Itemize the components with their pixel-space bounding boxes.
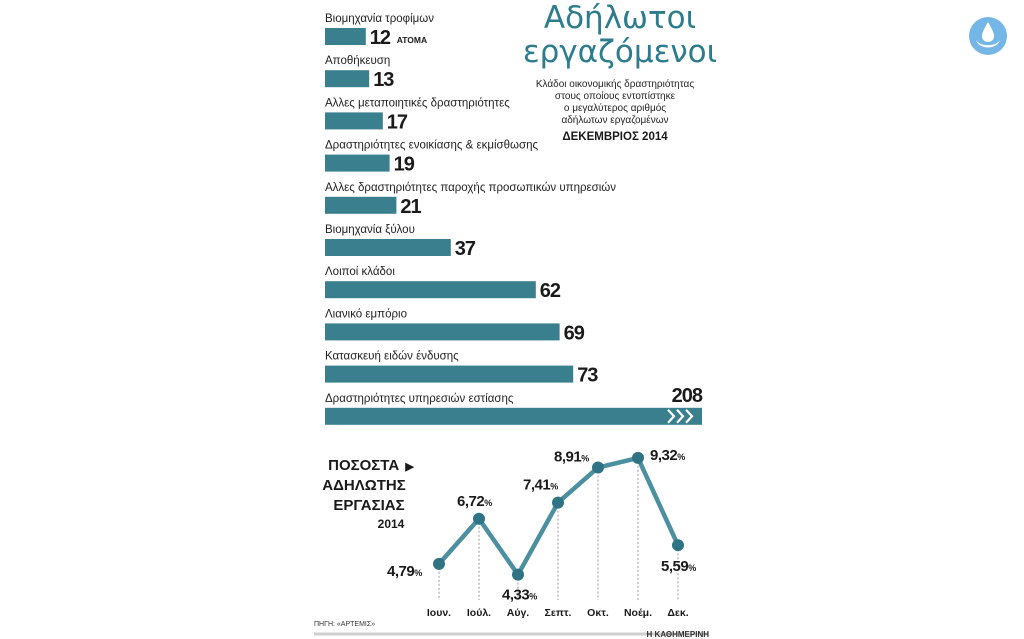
x-tick-label: Αύγ. [506, 607, 530, 619]
point-value-label: 5,59% [661, 558, 696, 576]
line-point [672, 539, 684, 551]
x-tick-label: Δεκ. [667, 607, 689, 619]
bar [325, 366, 573, 383]
bar [325, 155, 390, 172]
point-value-unit: % [688, 563, 696, 574]
point-value-unit: % [677, 451, 685, 462]
point-value-label: 9,32% [650, 446, 685, 464]
bar [325, 239, 451, 256]
bar [325, 70, 369, 87]
footer [314, 621, 709, 639]
bar-category-label: Αλλες μεταποιητικές δραστηριότητες [325, 97, 510, 110]
bar-category-label: Λοιποί κλάδοι [325, 266, 395, 279]
bar [325, 28, 366, 45]
bar-category-label: Δραστηριότητες ενοικίασης & εκμίσθωσης [325, 139, 539, 152]
x-tick-label: Ιούλ. [466, 607, 492, 619]
line-title-2: ΑΔΗΛΩΤΗΣ [322, 477, 406, 494]
line-point [632, 452, 644, 464]
point-value-label: 6,72% [457, 492, 492, 510]
line-title-3: ΕΡΓΑΣΙΑΣ [333, 497, 405, 514]
point-value-unit: % [529, 591, 537, 602]
line-chart [387, 447, 696, 619]
line-point [592, 462, 604, 474]
line-year: 2014 [377, 517, 405, 531]
bar-chart [325, 13, 703, 425]
subtitle-line-3: ο μεγαλύτερος αριθμός [563, 103, 667, 114]
bar-category-label: Βιομηχανία ξύλου [325, 224, 415, 236]
point-value-label: 4,79% [387, 562, 422, 580]
bar [325, 323, 560, 340]
bar-value-label: 73 [577, 364, 598, 387]
line-chart-title [322, 457, 414, 531]
bar-category-label: Κατασκευή ειδών ένδυσης [325, 350, 459, 363]
bar-value-label: 69 [563, 322, 584, 345]
bar-category-label: Βιομηχανία τροφίμων [325, 13, 435, 25]
bar-unit-label: ΑΤΟΜΑ [396, 35, 428, 45]
water-hands-logo-icon [969, 17, 1007, 55]
bar [325, 197, 396, 214]
credit-text: Η ΚΑΘΗΜΕΡΙΝΗ [646, 630, 709, 639]
line-title-1: ΠΟΣΟΣΤΑ ▶ [328, 457, 414, 474]
x-tick-label: Νοέμ. [623, 607, 653, 619]
point-value-label: 4,33% [502, 586, 537, 604]
source-text: ΠΗΓΗ: «ΑΡΤΕΜΙΣ» [314, 621, 376, 628]
line-point [473, 513, 485, 525]
bar-category-label: Αποθήκευση [325, 55, 391, 68]
chart-period: ΔΕΚΕΜΒΡΙΟΣ 2014 [562, 131, 668, 143]
subtitle-line-2: στους οποίους εντοπίστηκε [554, 91, 676, 102]
chart-header [523, 0, 717, 143]
bar-value-label: 13 [373, 69, 394, 92]
bar-category-label: Δραστηριότητες υπηρεσιών εστίασης [325, 392, 514, 405]
point-value-unit: % [581, 453, 589, 464]
point-value-unit: % [484, 497, 492, 508]
point-value-unit: % [550, 481, 558, 492]
line-title-arrow: ▶ [405, 461, 414, 473]
bar-category-label: Λιανικό εμπόριο [325, 308, 407, 321]
line-point [433, 558, 445, 570]
bar [325, 281, 536, 298]
point-value-label: 8,91% [554, 448, 589, 466]
bar-value-label: 208 [671, 384, 702, 407]
subtitle-line-4: αδήλωτων εργαζομένων [561, 115, 669, 126]
bar [325, 112, 383, 129]
line-point [552, 497, 564, 509]
subtitle-line-1: Κλάδοι οικονομικής δραστηριότητας [535, 79, 695, 90]
chart-title-line-1 [523, 0, 717, 70]
bar-value-label: 17 [386, 111, 408, 134]
bar [325, 408, 702, 425]
bar-value-label: 12 [369, 27, 391, 49]
bar-value-label: 37 [454, 238, 476, 260]
chart-title-word-2: εργαζόμενοι [522, 34, 718, 70]
bar-value-label: 21 [400, 195, 421, 218]
bar-value-label: 62 [539, 280, 561, 303]
point-value-label: 7,41% [523, 476, 558, 494]
line-point [512, 569, 524, 581]
chart-title-word-1: Αδήλωτοι [543, 0, 697, 36]
x-tick-label: Σεπτ. [544, 607, 572, 619]
bar-category-label: Αλλες δραστηριότητες παροχής προσωπικών υπηρεσιών [325, 181, 617, 194]
point-value-unit: % [414, 567, 422, 578]
x-tick-label: Ιουν. [426, 607, 452, 619]
x-tick-label: Οκτ. [587, 607, 609, 619]
bar-value-label: 19 [393, 153, 414, 176]
